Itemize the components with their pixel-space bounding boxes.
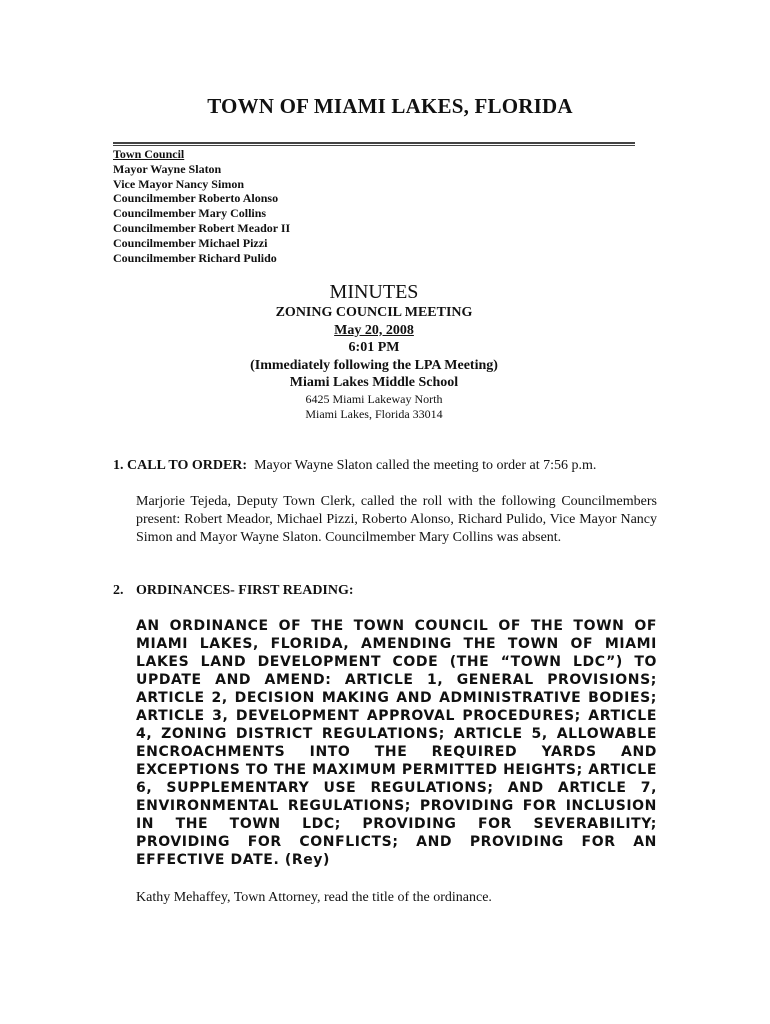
section-label: ORDINANCES- FIRST READING: [136, 583, 354, 598]
call-to-order [113, 458, 673, 474]
call-to-order-text: Mayor Wayne Slaton called the meeting to order at 7:56 p.m. [254, 458, 597, 473]
document-title: TOWN OF MIAMI LAKES, FLORIDA [207, 94, 573, 118]
council-member: Mayor Wayne Slaton [113, 161, 222, 176]
council-member: Vice Mayor Nancy Simon [113, 176, 244, 191]
council-list [113, 147, 290, 265]
ordinances-heading [113, 583, 354, 599]
council-member: Councilmember Michael Pizzi [113, 235, 268, 250]
council-member: Councilmember Richard Pulido [113, 250, 277, 265]
call-to-order-label: 1. CALL TO ORDER: [113, 458, 248, 473]
meeting-date: May 20, 2008 [334, 322, 414, 338]
meeting-header [0, 280, 748, 422]
venue-address-line2: Miami Lakes, Florida 33014 [305, 406, 443, 421]
council-member: Councilmember Robert Meador II [113, 220, 291, 235]
reading-note: Kathy Mehaffey, Town Attorney, read the title of the ordinance. [136, 890, 492, 905]
council-heading: Town Council [113, 147, 185, 161]
roll-call-paragraph: Marjorie Tejeda, Deputy Town Clerk, called the roll with the following Councilmembers present: Robert Meador, Michael Pizzi, Roberto Alonso, Richard Pulido, Vice Mayor Nancy Simon and Mayor Wayne Slaton. Councilmember Mary Collins was absent. [136, 494, 657, 545]
venue-address-line1: 6425 Miami Lakeway North [305, 391, 443, 406]
meeting-type: ZONING COUNCIL MEETING [275, 305, 473, 320]
council-member: Councilmember Mary Collins [113, 206, 267, 221]
ordinance-text: AN ORDINANCE OF THE TOWN COUNCIL OF THE TOWN OF MIAMI LAKES, FLORIDA, AMENDING THE TOWN OF MIAMI LAKES LAND DEVELOPMENT CODE (THE “TOWN LDC”) TO UPDATE AND AMEND: ARTICLE 1, GENERAL PROVISIONS; ARTICLE 2, DECISION MAKING AND ADMINISTRATIVE BODIES; ARTICLE 3, DEVELOPMENT APPROVAL PROCEDURES; ARTICLE 4, ZONING DISTRICT REGULATIONS; ARTICLE 5, ALLOWABLE ENCROACHMENTS INTO THE REQUIRED YARDS AND EXCEPTIONS TO THE MAXIMUM PERMITTED HEIGHTS; ARTICLE 6, SUPPLEMENTARY USE REGULATIONS; AND ARTICLE 7, ENVIRONMENTAL REGULATIONS; PROVIDING FOR INCLUSION IN THE TOWN LDC; PROVIDING FOR SEVERABILITY; PROVIDING FOR CONFLICTS; AND PROVIDING FOR AN EFFECTIVE DATE. (Rey) [136, 618, 657, 868]
meeting-venue: Miami Lakes Middle School [289, 375, 459, 390]
meeting-note: (Immediately following the LPA Meeting) [250, 357, 498, 373]
council-member: Councilmember Roberto Alonso [113, 191, 279, 206]
section-number: 2. [113, 583, 124, 598]
title-divider [113, 142, 635, 146]
meeting-time: 6:01 PM [348, 340, 400, 355]
minutes-title: MINUTES [329, 281, 419, 303]
